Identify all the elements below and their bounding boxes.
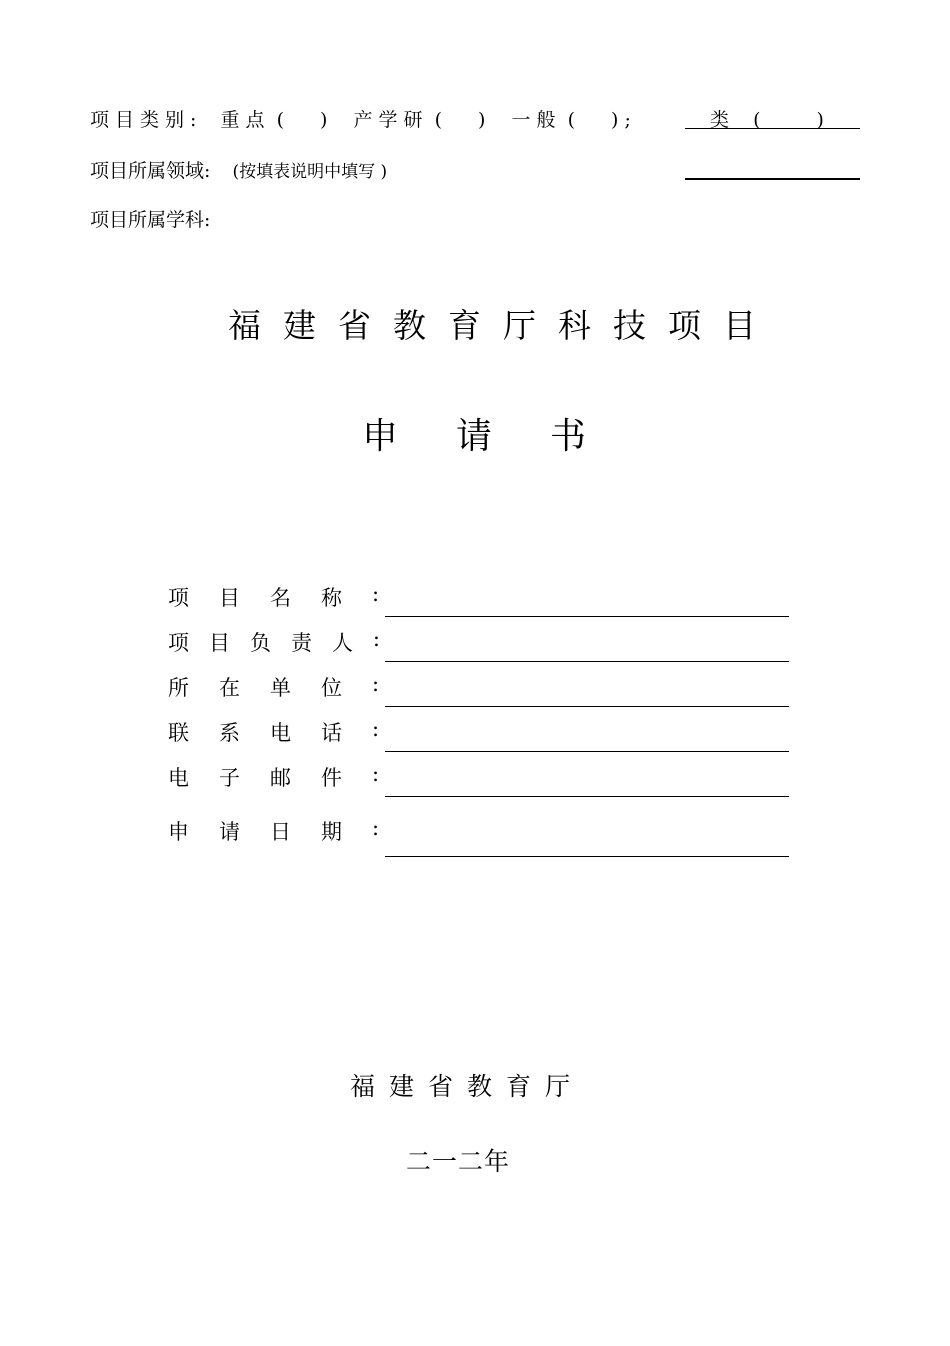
document-subtitle: 申 请 书: [362, 416, 587, 457]
phone-label: 联 系 电 话 :: [168, 717, 380, 745]
application-date-label: 申 请 日 期 :: [168, 816, 380, 844]
email-label: 电 子 邮 件 :: [168, 762, 380, 790]
class-field[interactable]: 类 ( ): [710, 109, 824, 131]
class-underline: [685, 128, 860, 129]
discipline-label: 项目所属学科:: [90, 209, 211, 231]
project-leader-label: 项 目 负 责 人 :: [168, 627, 380, 655]
institution-input[interactable]: [385, 706, 789, 707]
project-name-input[interactable]: [385, 616, 789, 617]
issuing-organization: 福建省教育厅: [350, 1072, 585, 1101]
class-label: 类: [710, 109, 730, 131]
type-key[interactable]: 重点 ( ): [220, 109, 328, 131]
category-label: 项目类别:: [90, 109, 203, 131]
phone-input[interactable]: [385, 751, 789, 752]
separator: ;: [624, 109, 631, 131]
field-hint: (按填表说明中填写 ): [232, 162, 388, 182]
project-leader-input[interactable]: [385, 661, 789, 662]
field-label: 项目所属领域:: [90, 160, 211, 182]
year: 二一二年: [406, 1147, 511, 1176]
field-input-line[interactable]: [685, 178, 860, 180]
project-category-row: [90, 105, 631, 132]
project-name-label: 项 目 名 称 :: [168, 582, 380, 610]
project-discipline-row: [90, 205, 210, 232]
email-input[interactable]: [385, 796, 789, 797]
project-field-row: [90, 156, 387, 183]
document-title: 福建省教育厅科技项目: [228, 306, 778, 345]
institution-label: 所 在 单 位 :: [168, 672, 380, 700]
type-general[interactable]: 一般 ( ): [511, 109, 619, 131]
type-industry-research[interactable]: 产学研 ( ): [353, 109, 486, 131]
application-date-input[interactable]: [385, 856, 789, 857]
